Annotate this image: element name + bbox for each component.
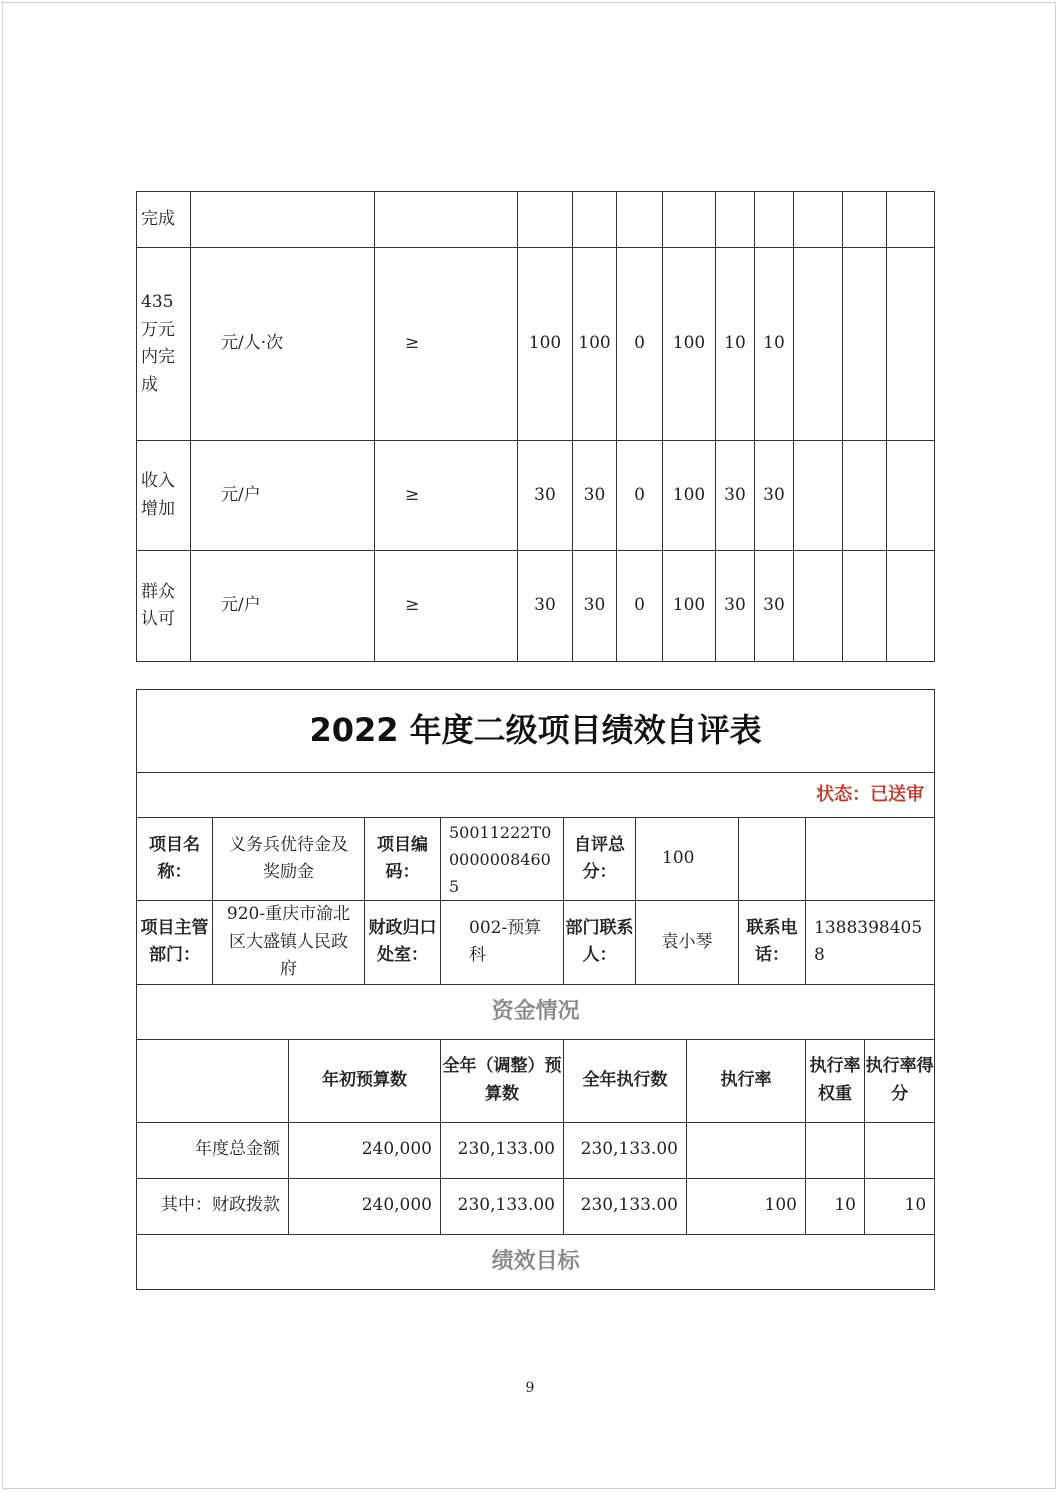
value-cell: 30 — [716, 441, 755, 551]
operator-cell: ≥ — [375, 441, 518, 551]
value-cell: 0 — [617, 441, 663, 551]
value-cell: 100 — [663, 248, 716, 441]
value-cell: 0 — [617, 551, 663, 662]
value-cell: 30 — [755, 551, 794, 662]
project-name-label: 项目名称： — [137, 818, 213, 901]
value-cell: 10 — [716, 248, 755, 441]
finance-label: 财政归口处室： — [365, 901, 441, 985]
value-cell: 30 — [755, 441, 794, 551]
fund-header: 执行率权重 — [806, 1039, 865, 1122]
fund-header: 执行率 — [687, 1039, 806, 1122]
fund-section-title: 资金情况 — [137, 984, 935, 1039]
operator-cell: ≥ — [375, 248, 518, 441]
contact-label: 部门联系人： — [564, 901, 636, 985]
fund-score — [865, 1122, 935, 1178]
value-cell: 100 — [573, 248, 617, 441]
table-row — [137, 1178, 935, 1234]
table-row — [137, 192, 935, 248]
phone-label: 联系电话： — [739, 901, 806, 985]
value-cell: 30 — [573, 441, 617, 551]
fund-row-label: 其中：财政拨款 — [137, 1178, 289, 1234]
score-label: 自评总分： — [564, 818, 636, 901]
score-value: 100 — [636, 818, 739, 901]
fund-score: 10 — [865, 1178, 935, 1234]
fund-budget: 240,000 — [289, 1178, 441, 1234]
fund-header: 执行率得分 — [865, 1039, 935, 1122]
fund-adjusted: 230,133.00 — [441, 1122, 564, 1178]
fund-rate — [687, 1122, 806, 1178]
fund-weight — [806, 1122, 865, 1178]
project-code-value: 50011222T000000084605 — [441, 818, 564, 901]
fund-header: 年初预算数 — [289, 1039, 441, 1122]
project-name-value: 义务兵优待金及奖励金 — [213, 818, 365, 901]
dept-value: 920-重庆市渝北区大盛镇人民政府 — [213, 901, 365, 985]
evaluation-form — [136, 689, 935, 1290]
fund-header: 全年执行数 — [564, 1039, 687, 1122]
value-cell: 30 — [573, 551, 617, 662]
fund-adjusted: 230,133.00 — [441, 1178, 564, 1234]
table-row — [137, 1122, 935, 1178]
unit-cell — [191, 192, 375, 248]
table-row — [137, 248, 935, 441]
fund-executed: 230,133.00 — [564, 1178, 687, 1234]
value-cell: 30 — [518, 441, 573, 551]
contact-value: 袁小琴 — [636, 901, 739, 985]
indicator-name: 435万元内完成 — [137, 248, 191, 441]
value-cell: 10 — [755, 248, 794, 441]
unit-cell: 元/人·次 — [191, 248, 375, 441]
fund-rate: 100 — [687, 1178, 806, 1234]
status-badge: 状态：已送审 — [137, 773, 935, 818]
indicator-name: 完成 — [137, 192, 191, 248]
operator-cell — [375, 192, 518, 248]
indicator-name: 群众认可 — [137, 551, 191, 662]
finance-value: 002-预算科 — [441, 901, 564, 985]
unit-cell: 元/户 — [191, 441, 375, 551]
value-cell: 30 — [518, 551, 573, 662]
value-cell: 100 — [518, 248, 573, 441]
fund-executed: 230,133.00 — [564, 1122, 687, 1178]
table-row — [137, 441, 935, 551]
page-number: 9 — [525, 1380, 535, 1396]
phone-value: 13883984058 — [806, 901, 935, 985]
operator-cell: ≥ — [375, 551, 518, 662]
fund-header: 全年（调整）预算数 — [441, 1039, 564, 1122]
fund-weight: 10 — [806, 1178, 865, 1234]
value-cell: 0 — [617, 248, 663, 441]
indicator-name: 收入增加 — [137, 441, 191, 551]
form-title: 2022 年度二级项目绩效自评表 — [137, 690, 935, 773]
value-cell: 100 — [663, 441, 716, 551]
goal-section-title: 绩效目标 — [137, 1234, 935, 1289]
value-cell: 30 — [716, 551, 755, 662]
unit-cell: 元/户 — [191, 551, 375, 662]
fund-row-label: 年度总金额 — [137, 1122, 289, 1178]
fund-budget: 240,000 — [289, 1122, 441, 1178]
table-row — [137, 551, 935, 662]
dept-label: 项目主管部门： — [137, 901, 213, 985]
value-cell: 100 — [663, 551, 716, 662]
indicator-table — [136, 191, 935, 662]
project-code-label: 项目编码： — [365, 818, 441, 901]
